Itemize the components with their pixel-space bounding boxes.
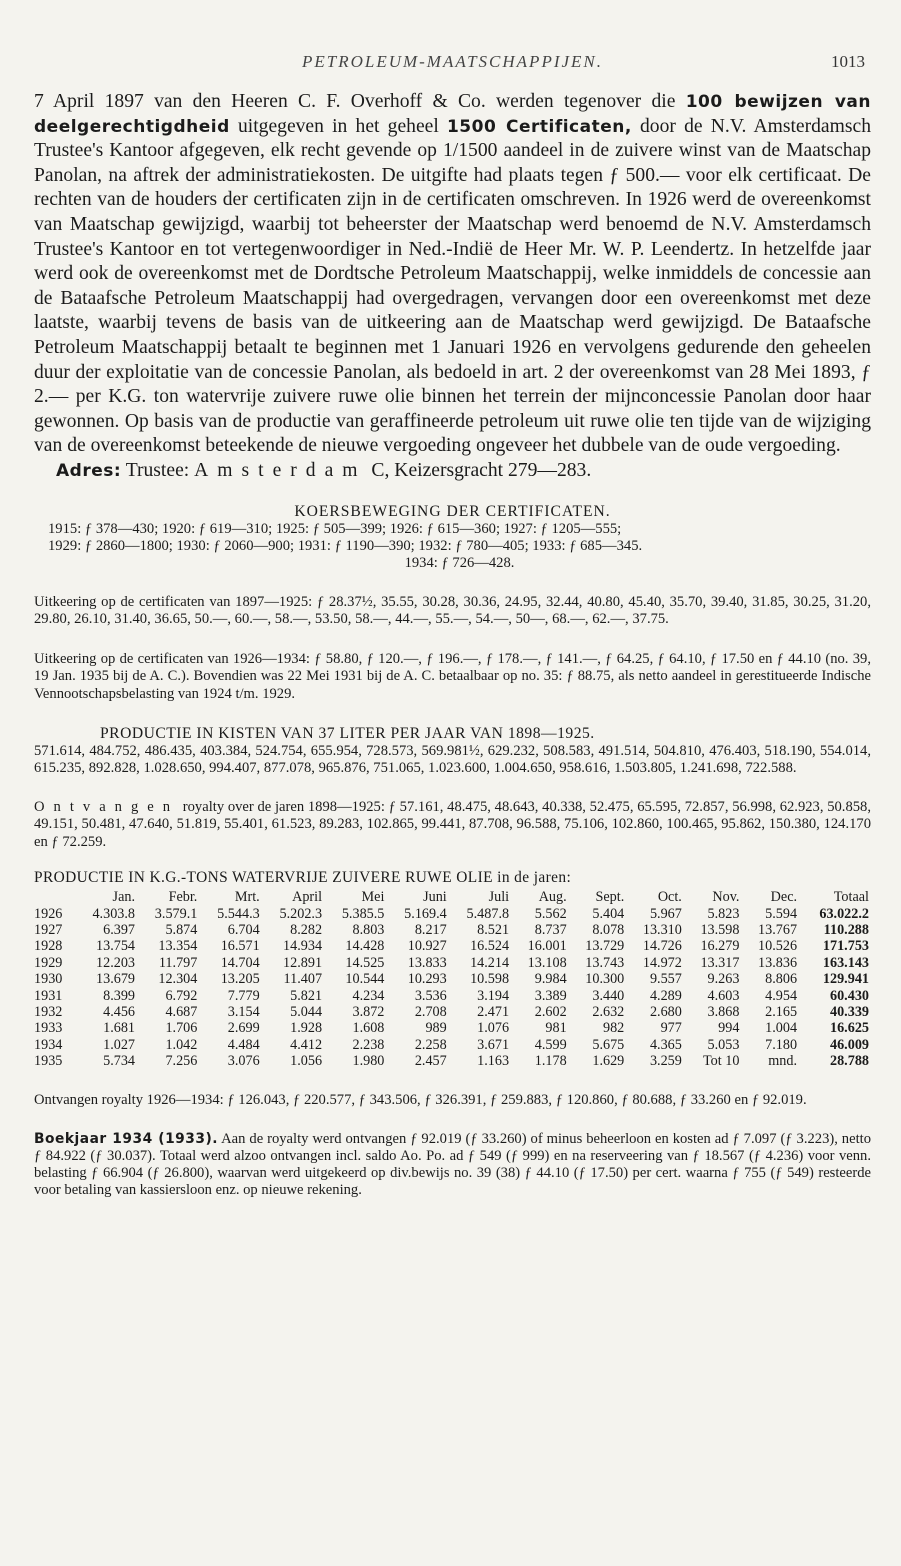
month-value: 8.282 <box>290 921 323 938</box>
month-value: 5.487.8 <box>466 905 510 922</box>
month-value: 4.599 <box>534 1036 567 1053</box>
row-year: 1934 <box>34 1036 63 1053</box>
month-value: 14.704 <box>220 954 260 971</box>
month-value: 4.234 <box>352 987 385 1004</box>
month-value: 2.238 <box>352 1036 385 1053</box>
month-value: 4.456 <box>103 1004 136 1020</box>
month-value: 981 <box>545 1020 567 1037</box>
row-total: 16.625 <box>829 1020 869 1037</box>
royalty-1898-1925 <box>34 799 871 851</box>
tons-header-cell: Mei <box>361 889 385 906</box>
month-value: 13.754 <box>96 938 136 955</box>
row-year: 1928 <box>34 938 63 955</box>
uitkeering-1926-1934: Uitkeering op de certificaten van 1926—1934: ƒ 58.80, ƒ 120.—, ƒ 196.—, ƒ 178.—, ƒ 141.—, ƒ 64.25, ƒ 64.10, ƒ 17.50 en ƒ 44.10 (no. 39, 19 Jan. 1935 bij de A. C.). Bovendien was 22 Mei 1931 bij de A. C. betaalbaar op no. 35: ƒ 88.75, als netto aandeel in gerestitueerde Indische Vennootschapsbelasting van 1924 t/m. 1929. <box>34 650 871 702</box>
tons-header-cell: Juli <box>488 889 510 906</box>
month-value: 3.194 <box>477 987 510 1004</box>
bold-deelgerechtigdheid: 100 bewijzen van deelgerechtigdheid <box>34 92 871 137</box>
productie-kisten-title: PRODUCTIE IN KISTEN VAN 37 LITER PER JAAR VAN 1898—1925. <box>100 724 595 742</box>
tons-header-cell: April <box>292 889 323 906</box>
tons-header-cell: Oct. <box>657 889 682 906</box>
month-value: 14.525 <box>345 954 385 971</box>
month-value: 3.872 <box>352 1004 385 1020</box>
month-value: 5.562 <box>534 905 567 922</box>
month-value: 5.594 <box>765 905 798 922</box>
month-value: 2.602 <box>534 1004 567 1020</box>
page-number: 1013 <box>831 52 865 71</box>
bold-certificaten: 1500 Certificaten, <box>446 116 632 137</box>
koers-block <box>34 521 871 572</box>
koers-line-3: 1934: ƒ 726—428. <box>404 554 515 571</box>
row-total: 171.753 <box>822 938 869 955</box>
month-value: 3.389 <box>534 987 567 1004</box>
month-value: 5.169.4 <box>404 905 447 922</box>
month-value: 5.967 <box>649 905 682 922</box>
month-value: 2.471 <box>477 1004 510 1020</box>
month-value: 1.076 <box>477 1020 510 1037</box>
month-value: 4.303.8 <box>92 905 136 922</box>
address-label: Adres: <box>56 460 122 481</box>
month-value: 5.821 <box>290 987 323 1004</box>
month-value: 13.833 <box>407 954 447 971</box>
month-value: 994 <box>718 1020 740 1037</box>
month-value: 11.407 <box>283 971 323 988</box>
productie-kisten-values: 571.614, 484.752, 486.435, 403.384, 524.754, 655.954, 728.573, 569.981½, 629.232, 508.583, 491.514, 504.810, 476.403, 518.190, 554.014, 615.235, 892.828, 1.028.650, 994.407, 877.078, 965.876, 751.065, 1.023.600, 1.004.650, 958.616, 1.503.805, 1.241.698, 722.588. <box>34 742 871 776</box>
month-value: 14.214 <box>470 954 510 971</box>
month-value: mnd. <box>768 1053 798 1070</box>
month-value: 2.457 <box>414 1053 447 1070</box>
koers-title: KOERSBEWEGING DER CERTIFICATEN. <box>294 502 611 520</box>
month-value: 8.217 <box>414 921 447 938</box>
tons-header-cell: Febr. <box>168 889 198 906</box>
month-value: 12.203 <box>96 954 136 971</box>
table-row <box>34 1053 871 1069</box>
table-row <box>34 1004 871 1020</box>
month-value: 2.258 <box>414 1036 447 1053</box>
row-total: 129.941 <box>822 971 869 988</box>
month-value: 12.891 <box>283 954 323 971</box>
month-value: 1.163 <box>477 1053 510 1070</box>
month-value: 16.001 <box>527 938 567 955</box>
table-row <box>34 922 871 938</box>
month-value: 10.293 <box>407 971 447 988</box>
month-value: 3.536 <box>414 987 447 1004</box>
row-total: 63.022.2 <box>819 905 869 922</box>
month-value: 6.792 <box>165 987 198 1004</box>
address-rest: C, Keizersgracht 279—283. <box>366 459 592 481</box>
row-total: 163.143 <box>822 954 869 971</box>
uitkeering-1897-1925: Uitkeering op de certificaten van 1897—1925: ƒ 28.37½, 35.55, 30.28, 30.36, 24.95, 32.44, 40.80, 45.40, 35.70, 39.40, 31.85, 30.25, 31.20, 29.80, 26.10, 31.40, 36.65, 50.—, 60.—, 58.—, 53.50, 58.—, 44.—, 55.—, 54.—, 50—, 68.—, 62.—, 37.75. <box>34 593 871 628</box>
table-row <box>34 955 871 971</box>
month-value: 13.310 <box>642 921 682 938</box>
tons-header-cell: Aug. <box>538 889 567 906</box>
table-row <box>34 971 871 987</box>
month-value: 8.806 <box>765 971 798 988</box>
month-value: 11.797 <box>158 954 198 971</box>
koers-line-1: 1915: ƒ 378—430; 1920: ƒ 619—310; 1925: ƒ 505—399; 1926: ƒ 615—360; 1927: ƒ 1205—555; <box>48 520 622 537</box>
month-value: 3.868 <box>707 1004 740 1020</box>
month-value: 5.385.5 <box>341 905 385 922</box>
tons-header-year <box>34 889 75 905</box>
month-value: 1.980 <box>352 1053 385 1070</box>
month-value: 10.598 <box>470 971 510 988</box>
month-value: 8.521 <box>477 921 510 938</box>
month-value: 13.354 <box>158 938 198 955</box>
month-value: 2.708 <box>414 1004 447 1020</box>
row-year: 1927 <box>34 921 63 938</box>
month-value: 1.027 <box>103 1036 136 1053</box>
boekjaar-text: Aan de royalty werd ontvangen ƒ 92.019 (ƒ 33.260) of minus beheerloon en kosten ad ƒ 7.097 (ƒ 3.223), netto ƒ 84.922 (ƒ 30.037). Totaal werd alzoo ontvangen incl. saldo Ao. Po. ad ƒ 549 (ƒ 999) en na reserveering van ƒ 18.567 (ƒ 4.236) voor venn. belasting ƒ 66.904 (ƒ 26.800), waarvan werd uitgekeerd op div.bewijs no. 39 (38) ƒ 44.10 (ƒ 17.50) per cert. waarna ƒ 755 (ƒ 549) resteerde voor betaling van kassiersloon enz. op nieuwe rekening. <box>34 1131 871 1199</box>
table-row <box>34 1020 871 1036</box>
month-value: 5.404 <box>592 905 625 922</box>
month-value: 1.178 <box>534 1053 567 1070</box>
boekjaar-paragraph <box>34 1131 871 1199</box>
month-value: 3.440 <box>592 987 625 1004</box>
tons-header-cell: Dec. <box>770 889 798 906</box>
month-value: 6.397 <box>103 921 136 938</box>
month-value: 5.675 <box>592 1036 625 1053</box>
address-line <box>34 459 871 483</box>
month-value: 4.687 <box>165 1004 198 1020</box>
row-year: 1929 <box>34 954 63 971</box>
table-row <box>34 938 871 954</box>
paragraph-intro: 7 April 1897 van den Heeren C. F. Overhoff & Co. werden tegenover die <box>34 91 676 112</box>
row-total: 40.339 <box>829 1004 869 1020</box>
month-value: 10.300 <box>585 971 625 988</box>
month-value: 3.076 <box>227 1053 260 1070</box>
tons-table <box>34 889 871 1069</box>
month-value: 7.180 <box>765 1036 798 1053</box>
month-value: 3.579.1 <box>154 905 198 922</box>
row-total: 46.009 <box>829 1036 869 1053</box>
month-value: 2.165 <box>765 1004 798 1020</box>
tons-header-cell: Totaal <box>833 889 869 906</box>
month-value: 7.256 <box>165 1053 198 1070</box>
month-value: 1.004 <box>765 1020 798 1037</box>
month-value: 5.874 <box>165 921 198 938</box>
header-title: PETROLEUM-MAATSCHAPPIJEN. <box>301 52 604 71</box>
table-row <box>34 988 871 1004</box>
month-value: 9.263 <box>707 971 740 988</box>
month-value: 4.365 <box>649 1036 682 1053</box>
month-value: 1.056 <box>290 1053 323 1070</box>
month-value: 3.671 <box>477 1036 510 1053</box>
month-value: 9.557 <box>649 971 682 988</box>
month-value: 2.680 <box>649 1004 682 1020</box>
month-value: 14.726 <box>642 938 682 955</box>
running-header <box>34 52 871 90</box>
month-value: 4.412 <box>290 1036 323 1053</box>
tons-header-cell: Juni <box>423 889 447 906</box>
month-value: 989 <box>425 1020 447 1037</box>
month-value: 16.524 <box>470 938 510 955</box>
month-value: 3.259 <box>649 1053 682 1070</box>
month-value: 5.044 <box>290 1004 323 1020</box>
month-value: 13.679 <box>96 971 136 988</box>
tons-header-cell: Jan. <box>112 889 136 906</box>
month-value: 1.706 <box>165 1020 198 1037</box>
tons-header-cell: Mrt. <box>234 889 260 906</box>
tons-header-row <box>34 889 871 905</box>
month-value: 10.927 <box>407 938 447 955</box>
month-value: 13.767 <box>758 921 798 938</box>
row-year: 1933 <box>34 1020 63 1037</box>
month-value: 14.934 <box>283 938 323 955</box>
month-value: 12.304 <box>158 971 198 988</box>
paragraph-part2: uitgegeven in het geheel <box>229 115 447 137</box>
row-year: 1926 <box>34 905 63 922</box>
royalty-label: Ontvangen <box>34 798 180 815</box>
tons-header-cell: Nov. <box>712 889 740 906</box>
month-value: 13.598 <box>700 921 740 938</box>
month-value: 8.078 <box>592 921 625 938</box>
month-value: 2.632 <box>592 1004 625 1020</box>
month-value: 10.544 <box>345 971 385 988</box>
month-value: 4.603 <box>707 987 740 1004</box>
month-value: 13.836 <box>758 954 798 971</box>
paragraph-body: door de N.V. Amsterdamsch Trustee's Kantoor afgegeven, elk recht gevende op 1/1500 aandeel in de zuivere winst van de Maatschap Panolan, na aftrek der administratiekosten. De uitgifte had plaats tegen ƒ 500.— voor elk certificaat. De rechten van de houders der certificaten zijn in de certificaten omschreven. In 1926 werd de overeenkomst van Maatschap gewijzigd, waarbij tot beheerster der Maatschap werd benoemd de N.V. Amsterdamsch Trustee's Kantoor en tot vertegenwoordiger in Ned.-Indië de Heer Mr. W. P. Leendertz. In hetzelfde jaar werd ook de overeenkomst met de Dordtsche Petroleum Maatschappij, welke inmiddels de concessie aan de Bataafsche Petroleum Maatschappij had overgedragen, vervangen door een overeenkomst met deze laatste, waarbij tevens de basis van de uitkeering aan de Maatschap werd gewijzigd. De Bataafsche Petroleum Maatschappij betaalt te beginnen met 1 Januari 1926 en vervolgens gedurende den geheelen duur der exploitatie van de concessie Panolan, als bedoeld in art. 2 der overeenkomst van 28 Mei 1893, ƒ 2.— per K.G. ton watervrije zuivere ruwe olie binnen het terrein der mijnconcessie Panolan door haar gewonnen. Op basis van de productie van geraffineerde petroleum uit ruwe olie ten tijde van de wijziging van de overeenkomst beteekende de nieuwe vergoeding ongeveer het dubbele van de oude vergoeding. <box>34 115 871 457</box>
month-value: Tot 10 <box>703 1053 740 1070</box>
month-value: 13.108 <box>527 954 567 971</box>
month-value: 4.289 <box>649 987 682 1004</box>
row-total: 28.788 <box>829 1053 869 1070</box>
royalty-text: royalty over de jaren 1898—1925: ƒ 57.161, 48.475, 48.643, 40.338, 52.475, 65.595, 72.857, 56.998, 62.923, 50.858, 49.151, 50.481, 47.640, 51.819, 55.401, 61.523, 89.283, 102.865, 99.441, 87.708, 96.588, 75.106, 102.860, 100.465, 95.862, 150.380, 124.170 en ƒ 72.259. <box>34 798 871 850</box>
month-value: 1.681 <box>103 1020 136 1037</box>
boekjaar-label: Boekjaar 1934 (1933). <box>34 1131 219 1148</box>
address-prefix: Trustee: <box>121 459 195 481</box>
month-value: 8.737 <box>534 921 567 938</box>
month-value: 13.205 <box>220 971 260 988</box>
month-value: 4.954 <box>765 987 798 1004</box>
month-value: 14.972 <box>642 954 682 971</box>
month-value: 13.317 <box>700 954 740 971</box>
tons-header-cell: Sept. <box>595 889 625 906</box>
main-paragraph <box>34 90 871 459</box>
row-year: 1932 <box>34 1004 63 1020</box>
month-value: 13.743 <box>585 954 625 971</box>
month-value: 7.779 <box>227 987 260 1004</box>
row-year: 1931 <box>34 987 63 1004</box>
tons-title: PRODUCTIE IN K.G.-TONS WATERVRIJE ZUIVERE RUWE OLIE in de jaren: <box>34 869 572 887</box>
month-value: 8.803 <box>352 921 385 938</box>
month-value: 5.544.3 <box>217 905 260 922</box>
row-year: 1935 <box>34 1053 63 1070</box>
month-value: 16.571 <box>220 938 260 955</box>
month-value: 2.699 <box>227 1020 260 1037</box>
month-value: 5.202.3 <box>279 905 323 922</box>
table-row <box>34 1037 871 1053</box>
month-value: 982 <box>602 1020 625 1037</box>
row-year: 1930 <box>34 971 63 988</box>
table-row <box>34 906 871 922</box>
tons-body <box>34 906 871 1070</box>
month-value: 8.399 <box>103 987 136 1004</box>
month-value: 1.042 <box>165 1036 198 1053</box>
month-value: 9.984 <box>534 971 567 988</box>
month-value: 977 <box>660 1020 682 1037</box>
month-value: 16.279 <box>700 938 740 955</box>
month-value: 5.823 <box>707 905 740 922</box>
month-value: 5.053 <box>707 1036 740 1053</box>
royalty-1926-1934: Ontvangen royalty 1926—1934: ƒ 126.043, ƒ 220.577, ƒ 343.506, ƒ 326.391, ƒ 259.883, ƒ 120.860, ƒ 80.688, ƒ 33.260 en ƒ 92.019. <box>34 1091 807 1108</box>
month-value: 3.154 <box>227 1004 260 1020</box>
month-value: 5.734 <box>103 1053 136 1070</box>
month-value: 1.928 <box>290 1020 323 1037</box>
month-value: 6.704 <box>227 921 260 938</box>
address-city: Amsterdam <box>194 459 367 481</box>
month-value: 14.428 <box>345 938 385 955</box>
month-value: 4.484 <box>227 1036 260 1053</box>
month-value: 1.629 <box>592 1053 625 1070</box>
row-total: 60.430 <box>829 987 869 1004</box>
row-total: 110.288 <box>823 921 869 938</box>
koers-line-2: 1929: ƒ 2860—1800; 1930: ƒ 2060—900; 1931: ƒ 1190—390; 1932: ƒ 780—405; 1933: ƒ 685—345. <box>48 537 643 554</box>
month-value: 10.526 <box>758 938 798 955</box>
month-value: 1.608 <box>352 1020 385 1037</box>
month-value: 13.729 <box>585 938 625 955</box>
